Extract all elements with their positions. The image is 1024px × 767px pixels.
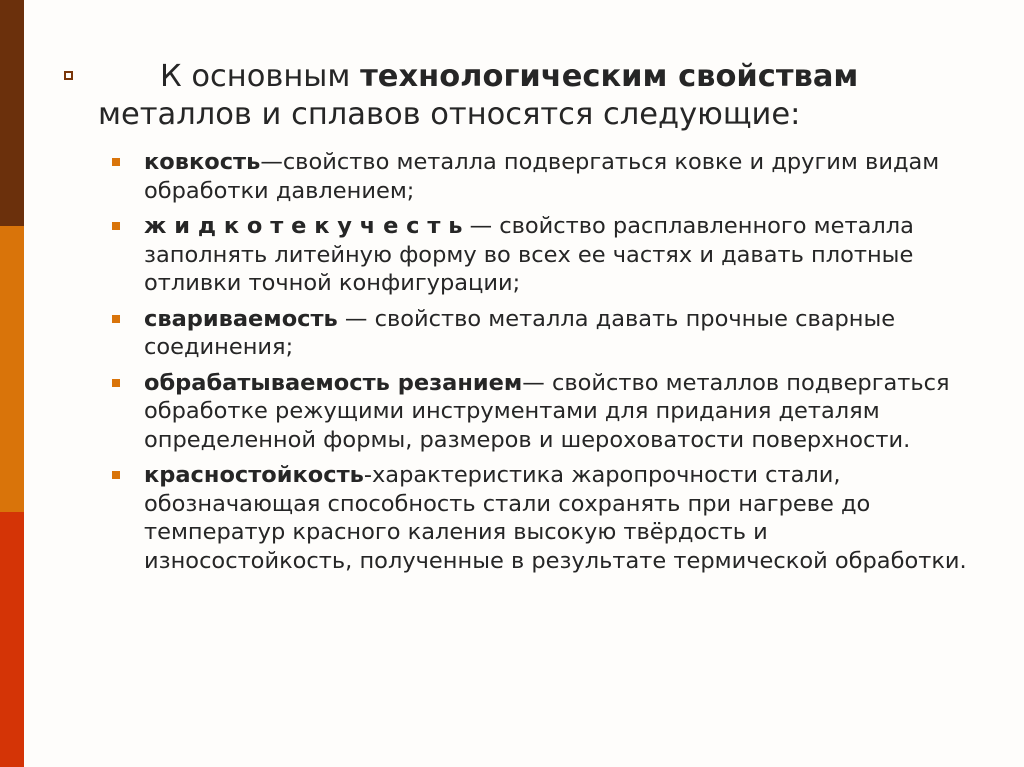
- sidebar-segment-orange: [0, 226, 24, 512]
- list-item: [60, 369, 980, 455]
- item-text: — свойство металлов подвергаться обработке режущими инструментами для придания деталям определенной формы, размеров и шероховатости поверхности.: [144, 369, 950, 453]
- item-term: обрабатываемость резанием: [144, 369, 523, 396]
- item-term: ж и д к о т е к у ч е с т ь: [144, 213, 463, 239]
- item-text: — свойство расплавленного металла заполнять литейную форму во всех ее частях и давать плотные отливки точной конфигурации;: [144, 213, 914, 296]
- slide-content: [60, 58, 980, 582]
- square-bullet-icon: [112, 379, 120, 387]
- square-bullet-icon: [112, 471, 120, 479]
- sidebar-color-bar: [0, 0, 24, 767]
- list-item: [60, 461, 980, 575]
- main-point: [60, 58, 980, 134]
- item-term: ковкость: [144, 149, 261, 175]
- list-item: [60, 148, 980, 205]
- square-bullet-icon: [112, 158, 120, 166]
- property-list: [60, 148, 980, 575]
- square-bullet-icon: [112, 222, 120, 230]
- square-bullet-icon: [112, 315, 120, 323]
- item-term: красностойкость: [144, 462, 364, 488]
- item-term: свариваемость: [144, 305, 338, 332]
- list-item: [60, 305, 980, 362]
- main-point-text-after: металлов и сплавов относятся следующие:: [98, 97, 801, 132]
- main-point-text-before: К основным: [160, 59, 361, 94]
- item-text: — свойство металла давать прочные сварные соединения;: [144, 305, 896, 360]
- sidebar-segment-brown: [0, 0, 24, 226]
- hollow-square-bullet-icon: [64, 71, 73, 80]
- item-text: -характеристика жаропрочности стали, обозначающая способность стали сохранять при нагреве до температур красного каления высокую твёрдость и износостойкость, полученные в результате термической обработки.: [144, 462, 967, 574]
- list-item: [60, 212, 980, 298]
- sidebar-segment-red: [0, 512, 24, 767]
- item-text: —свойство металла подвергаться ковке и другим видам обработки давлением;: [144, 149, 940, 204]
- main-point-bold: технологическим свойствам: [360, 59, 859, 94]
